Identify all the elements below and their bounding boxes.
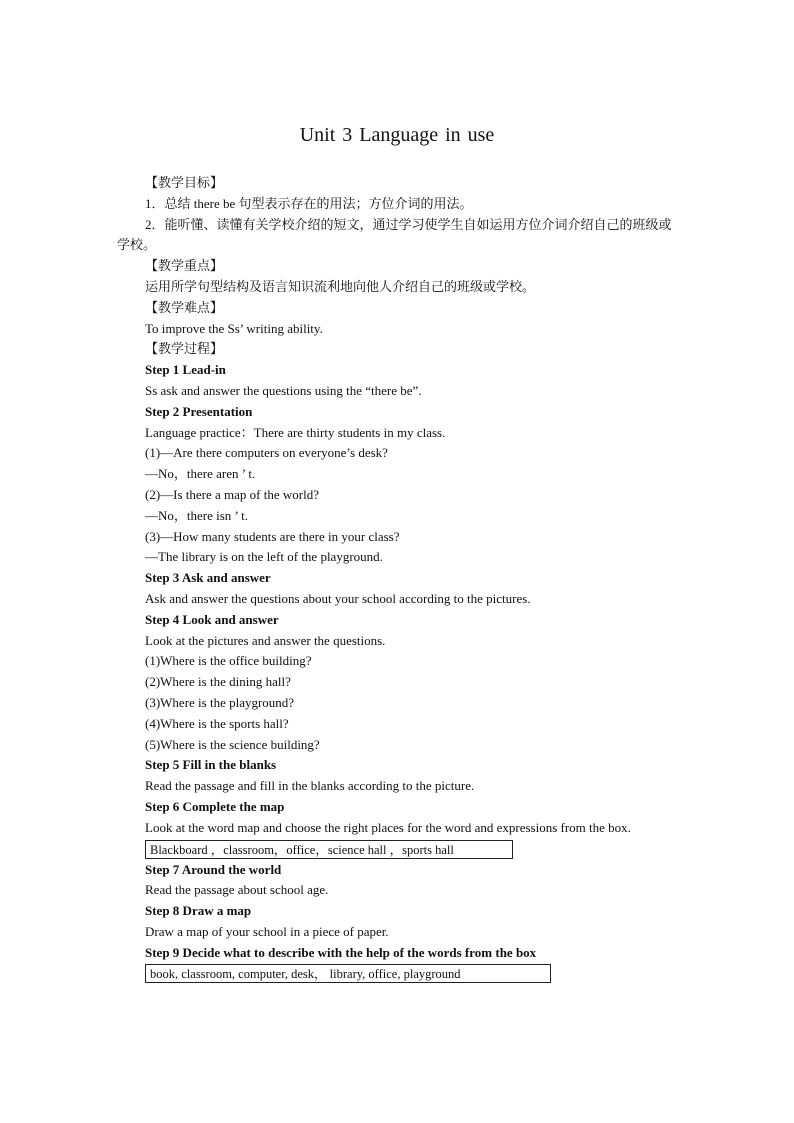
section-heading-key-points: 【教学重点】 bbox=[145, 258, 224, 274]
step-9-title: Step 9 Decide what to describe with the help of the words from the box bbox=[145, 944, 537, 960]
section-heading-process: 【教学过程】 bbox=[145, 341, 224, 357]
step-6-text: Look at the word map and choose the right places for the word and expressions from the box. bbox=[145, 819, 631, 835]
step-3-text: Ask and answer the questions about your school according to the pictures. bbox=[145, 590, 531, 606]
section-heading-objectives: 【教学目标】 bbox=[145, 175, 224, 190]
step-2-question-3: (3)—How many students are there in your class? bbox=[145, 528, 400, 544]
step-5-title: Step 5 Fill in the blanks bbox=[145, 757, 277, 773]
step-4-question-1: (1)Where is the office building? bbox=[145, 653, 312, 669]
step-4-question-5: (5)Where is the science building? bbox=[145, 736, 320, 752]
step-4-text: Look at the pictures and answer the questions. bbox=[145, 632, 386, 648]
step-3-title: Step 3 Ask and answer bbox=[145, 570, 271, 586]
step-4-question-2: (2)Where is the dining hall? bbox=[145, 674, 291, 690]
step-4-title: Step 4 Look and answer bbox=[145, 611, 279, 627]
step-4-question-3: (3)Where is the playground? bbox=[145, 694, 295, 710]
difficulties-text: To improve the Ss’ writing ability. bbox=[145, 320, 323, 336]
step-7-title: Step 7 Around the world bbox=[145, 861, 282, 877]
step-8-text: Draw a map of your school in a piece of paper. bbox=[145, 923, 389, 939]
step-6-title: Step 6 Complete the map bbox=[145, 798, 285, 814]
step-2-question-2: (2)—Is there a map of the world? bbox=[145, 486, 319, 502]
document-title: Unit 3 Language in use bbox=[299, 124, 495, 146]
lesson-plan-body bbox=[117, 173, 682, 983]
step-7-text: Read the passage about school age. bbox=[145, 882, 329, 898]
step-1-text: Ss ask and answer the questions using the “there be”. bbox=[145, 382, 422, 398]
step-5-text: Read the passage and fill in the blanks according to the picture. bbox=[145, 778, 475, 794]
key-points-text: 运用所学句型结构及语言知识流利地向他人介绍自己的班级或学校。 bbox=[145, 278, 536, 294]
step-8-title: Step 8 Draw a map bbox=[145, 903, 252, 919]
step-6-word-box: Blackboard ，classroom，office，science hall ，sports hall bbox=[145, 840, 513, 859]
step-4-question-4: (4)Where is the sports hall? bbox=[145, 715, 289, 731]
step-2-text: Language practice：There are thirty students in my class. bbox=[145, 424, 446, 440]
step-2-answer-2: —No，there isn ’ t. bbox=[145, 507, 249, 523]
step-2-answer-1: —No，there aren ’ t. bbox=[145, 466, 256, 482]
step-2-title: Step 2 Presentation bbox=[145, 403, 253, 419]
step-1-title: Step 1 Lead-in bbox=[145, 362, 226, 378]
step-2-answer-3: —The library is on the left of the playground. bbox=[145, 549, 383, 565]
step-2-question-1: (1)—Are there computers on everyone’s desk? bbox=[145, 445, 388, 461]
step-9-word-box: book, classroom, computer, desk， library, office, playground bbox=[145, 964, 551, 983]
section-heading-difficulties: 【教学难点】 bbox=[145, 299, 224, 315]
objective-item-2: 2．能听懂、读懂有关学校介绍的短文，通过学习使学生自如运用方位介词介绍自己的班级或学校。 bbox=[117, 216, 672, 253]
objective-item-1: 1．总结 there be 句型表示存在的用法；方位介词的用法。 bbox=[145, 195, 473, 211]
